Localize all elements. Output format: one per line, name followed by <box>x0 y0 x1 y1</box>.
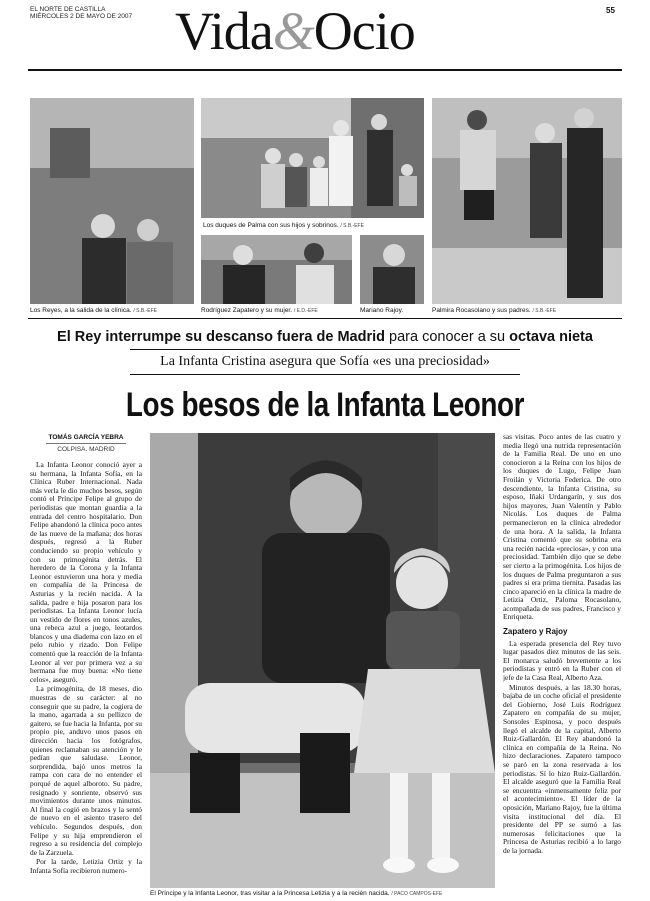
byline-rule <box>46 443 126 444</box>
main-photo <box>150 433 495 888</box>
photo-rajoy-caption: Mariano Rajoy. <box>360 307 404 314</box>
publication-date: MIÉRCOLES 2 DE MAYO DE 2007 <box>30 13 133 20</box>
article-paragraph: La primogénita, de 18 meses, dio muestras de su carácter: al no conseguir que su padre, la cogiera de la mano, agarrada a su pellizco de gaitero, se fue hacia la Infanta, por su propio pie, anduvo unos pasos en dirección hacia los fotógrafos, quienes reclamaban su atención y le pedían que saludase. Leonor, sorprendida, bajó unos metros la rampa con cara de no entender el porqué de aquel alboroto. Su padre, resignado y sonriente, observó sus movimientos durante unos minutos. Al final la cogió en brazos y la sentó de nuevo en el asiento trasero del vehículo. Segundos después, don Felipe y su hija emprendieron el regreso a su residencia del complejo de la Zarzuela. <box>30 684 142 857</box>
byline-author: TOMÁS GARCÍA YEBRA <box>48 434 124 441</box>
article-paragraph: sas visitas. Poco antes de las cuatro y media llegó una nutrida representación de la Familia Real. De uno en uno conocieron a la Reina con los hijos de los duques de Lugo, Felipe Juan Froilán y Victoria Federica. De otro descendiente, la Infanta Cristina, su esposo, Iñaki Urdangarín, y sus dos hijos mayores, Juan Valentín y Pablo Nicolás. Los duques de Palma permanecieron en la clínica alrededor de una hora. A la salida, la Infanta Cristina comentó que su sobrina era una recién nacida «preciosa», y con una preciosidad. También dijo que se debe ser cierto a la primogénita. Los hijos de los duques de Palma preguntaron a sus padres si era prima tiernita. Pasadas las cinco apareció en la clínica la madre de Letizia Ortiz, Paloma Rocasolano, acompañada de sus padres, Francisco y Enriqueta. <box>503 433 621 622</box>
kicker-normal: para conocer a su <box>385 329 510 345</box>
article-paragraph: La Infanta Leonor conoció ayer a su hermana, la Infanta Sofía, en la Clínica Ruber Internacional. Nada más verla le dio muchos besos, según contó el Príncipe Felipe al grupo de periodistas que montan guardia a la entrada del centro hospitalario. Don Felipe abandonó la clínica poco antes de las nueve de la mañana; dos horas después, regresó a la Ruber conduciendo su propio vehículo y con su primogénita detrás. El heredero de la Corona y la Infanta Leonor estuvieron una hora y media en compañía de la Princesa de Asturias y la recién nacida. A la salida, padre e hija posaron para los periodistas. La Infanta Leonor lucía un vestido de flores en tonos azules, una rebeca azul a juego, leotardos blancos y una diadema con lazo en el pelo rubio y rizado. Don Felipe comentó que la reacción de la Infanta Leonor al ver por primera vez a su hermana fue muy buena: «No tiene celos», aseguró. <box>30 461 142 684</box>
masthead-ampersand: & <box>272 1 314 61</box>
masthead-word-vida: Vida <box>175 1 273 61</box>
photo-duques-palma-caption: Los duques de Palma con sus hijos y sobrinos. / S.B.-EFE <box>203 222 364 229</box>
page-number: 55 <box>606 6 615 15</box>
publication-name: EL NORTE DE CASTILLA <box>30 6 106 13</box>
photo-rocasolano-caption: Palmira Rocasolano y sus padres. / S.B.-EFE <box>432 307 557 314</box>
article-paragraph: Minutos después, a las 18.30 horas, bajaba de un coche oficial el presidente del Gobierno, José Luis Rodríguez Zapatero en compañía de su mujer, Sonsoles Espinosa, y poco después llegó el alcalde de la capital, Alberto Ruiz-Gallardón. El Rey abandonó la clínica en compañía de la Reina. No hizo declaraciones. Zapatero tampoco se paró en la zona reservada a los periodistas. Sí lo hizo Ruiz-Gallardón. El alcalde aseguró que la Familia Real se encuentra «inmensamente feliz por el acontecimiento». El líder de la oposición, Mariano Rajoy, fue la última visita institucional del día. El presidente del PP se sumó a las numerosas felicitaciones que la Princesa de Asturias recibió a lo largo de la jornada. <box>503 682 621 855</box>
headline: Los besos de la Infanta Leonor <box>125 386 525 424</box>
photo-rajoy-image <box>360 235 424 304</box>
photo-duques-palma-image <box>201 98 424 218</box>
photo-rajoy <box>360 235 424 304</box>
article-paragraph: La esperada presencia del Rey tuvo lugar pasados diez minutos de las seis. El monarca saludó brevemente a los periodistas y entró en la Ruber con el jefe de la Casa Real, Alberto Aza. <box>503 638 621 683</box>
section-masthead <box>175 1 415 61</box>
photo-reyes-caption: Los Reyes, a la salida de la clínica. / S.B.-EFE <box>30 307 157 314</box>
main-photo-image <box>150 433 495 888</box>
article-section-title: Zapatero y Rajoy <box>503 627 568 637</box>
masthead-word-ocio: Ocio <box>313 1 415 61</box>
kicker-strong-1: El Rey interrumpe su descanso fuera de Madrid <box>57 329 385 345</box>
photos-rule <box>28 318 622 319</box>
photo-duques-palma <box>201 98 424 218</box>
kicker <box>28 328 622 346</box>
article-column-right <box>503 433 621 899</box>
header-rule <box>28 69 622 71</box>
photo-reyes-image <box>30 98 194 304</box>
kicker-strong-2: octava nieta <box>509 329 593 345</box>
photo-rocasolano-image <box>432 98 622 304</box>
article-column-left <box>30 461 142 899</box>
byline-location: COLPISA. MADRID <box>57 446 115 453</box>
photo-reyes <box>30 98 194 304</box>
kicker-rule <box>130 349 520 350</box>
photo-zapatero-caption: Rodríguez Zapatero y su mujer. / E.D.-EFE <box>201 307 318 314</box>
subhead-rule <box>130 374 520 375</box>
photo-rocasolano <box>432 98 622 304</box>
article-paragraph: Por la tarde, Letizia Ortiz y la Infanta Sofía recibieron numero- <box>30 857 142 875</box>
photo-zapatero-image <box>201 235 352 304</box>
photo-zapatero <box>201 235 352 304</box>
main-photo-caption: El Príncipe y la Infanta Leonor, tras visitar a la Princesa Letizia y a la recién nacida. / PACO CAMPOS-EFE <box>150 890 443 897</box>
subheadline: La Infanta Cristina asegura que Sofía «es una preciosidad» <box>160 354 490 369</box>
